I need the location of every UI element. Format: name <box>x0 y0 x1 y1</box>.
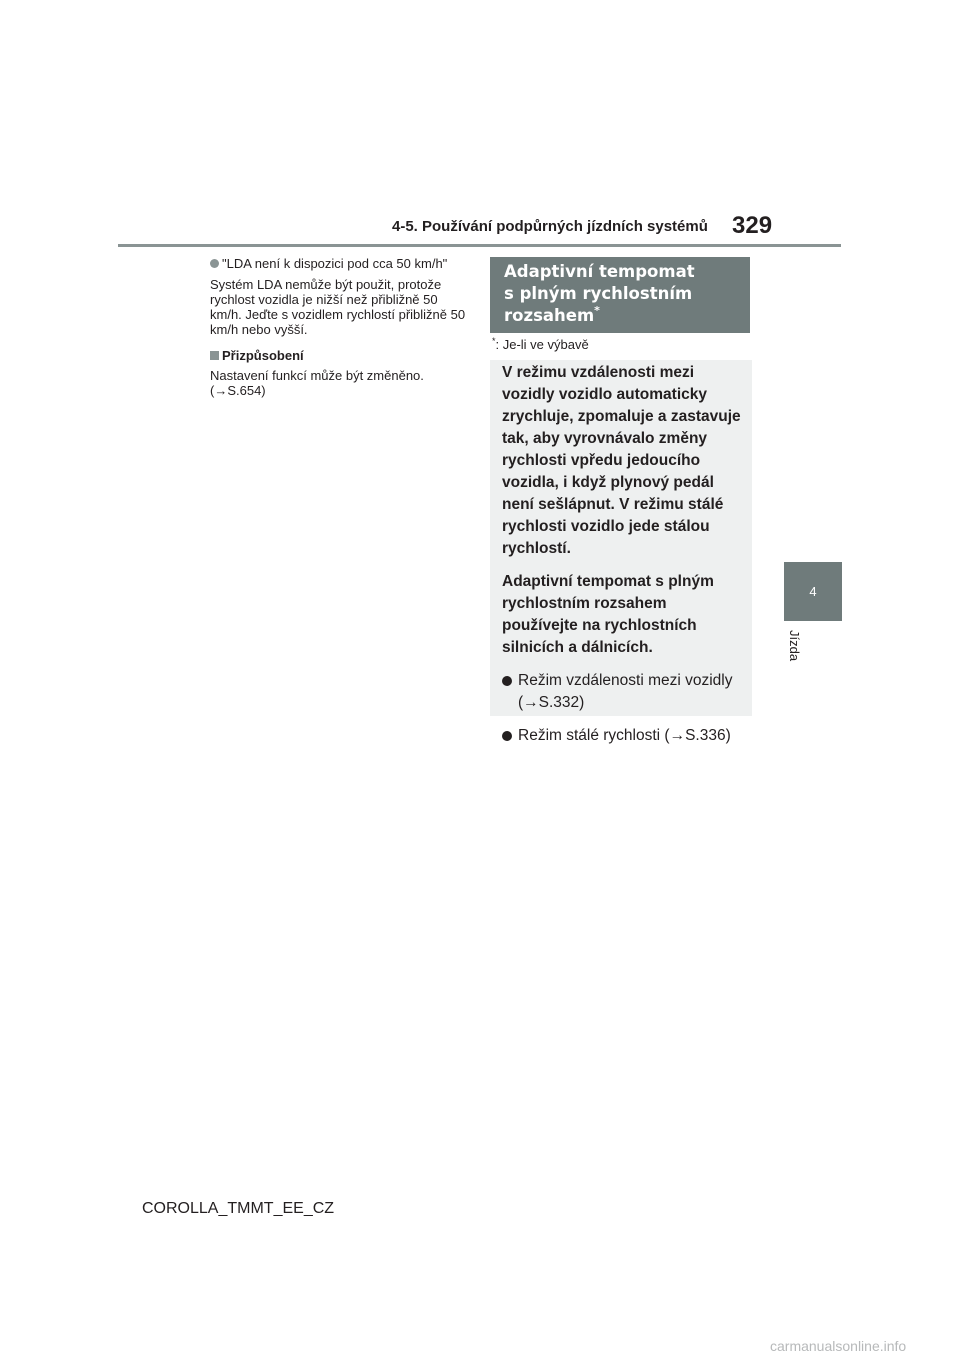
heading-line-2: s plným rychlostním <box>504 284 693 303</box>
heading-line-1: Adaptivní tempomat <box>504 262 695 281</box>
footnote-marker: * <box>492 336 496 346</box>
chapter-tab: 4 <box>784 562 842 621</box>
document-code: COROLLA_TMMT_EE_CZ <box>142 1200 335 1217</box>
status-message-item <box>210 256 472 271</box>
customization-paragraph <box>210 368 472 398</box>
section-title: 4-5. Používání podpůrných jízdních systémů <box>392 218 708 235</box>
mode-list-item <box>502 670 744 714</box>
heading-footnote-marker: * <box>594 304 600 317</box>
customization-text: Nastavení funkcí může být změněno. <box>210 368 424 383</box>
heading-line-3: rozsahem <box>504 306 595 325</box>
customization-heading <box>210 348 472 363</box>
mode-list-item-label: Režim vzdálenosti mezi vozidly (→S.332) <box>518 672 733 711</box>
header-divider <box>118 244 841 247</box>
mode-list-item-label: Režim stálé rychlosti (→S.336) <box>518 727 731 744</box>
chapter-label-text: Jízda <box>787 630 802 662</box>
chapter-label <box>786 630 802 670</box>
customization-page-reference: (→S.654) <box>210 383 266 398</box>
square-bullet-icon <box>210 351 219 360</box>
intro-paragraph: V režimu vzdálenosti mezi vozidly vozidlo automaticky zrychluje, zpomaluje a zastavuje tak, aby vyrovnávalo změny rychlosti vpředu jedoucího vozidla, i když plynový pedál není sešlápnut. V režimu stálé rychlosti vozidlo jede stálou rychlostí. <box>502 364 741 557</box>
left-column <box>210 256 472 398</box>
footnote-text: : Je-li ve výbavě <box>495 337 589 352</box>
status-message-text: "LDA není k dispozici pod cca 50 km/h" <box>222 256 448 271</box>
mode-list-item <box>502 725 744 747</box>
bullet-dot-icon <box>502 731 512 741</box>
section-heading-box <box>490 257 750 333</box>
bullet-dot-icon <box>502 676 512 686</box>
circle-bullet-icon <box>210 259 219 268</box>
watermark: carmanualsonline.info <box>770 1338 907 1354</box>
customization-heading-text: Přizpůsobení <box>222 348 304 363</box>
description-box <box>490 360 752 744</box>
usage-paragraph: Adaptivní tempomat s plným rychlostním rozsahem používejte na rychlostních silnicích a dálnicích. <box>502 573 714 656</box>
equipment-footnote <box>492 337 589 352</box>
explanation-paragraph: Systém LDA nemůže být použit, protože rychlost vozidla je nižší než přibližně 50 km/h. Jeďte s vozidlem rychlostí přibližně 50 km/h nebo vyšší. <box>210 277 466 337</box>
page-number: 329 <box>732 212 773 239</box>
